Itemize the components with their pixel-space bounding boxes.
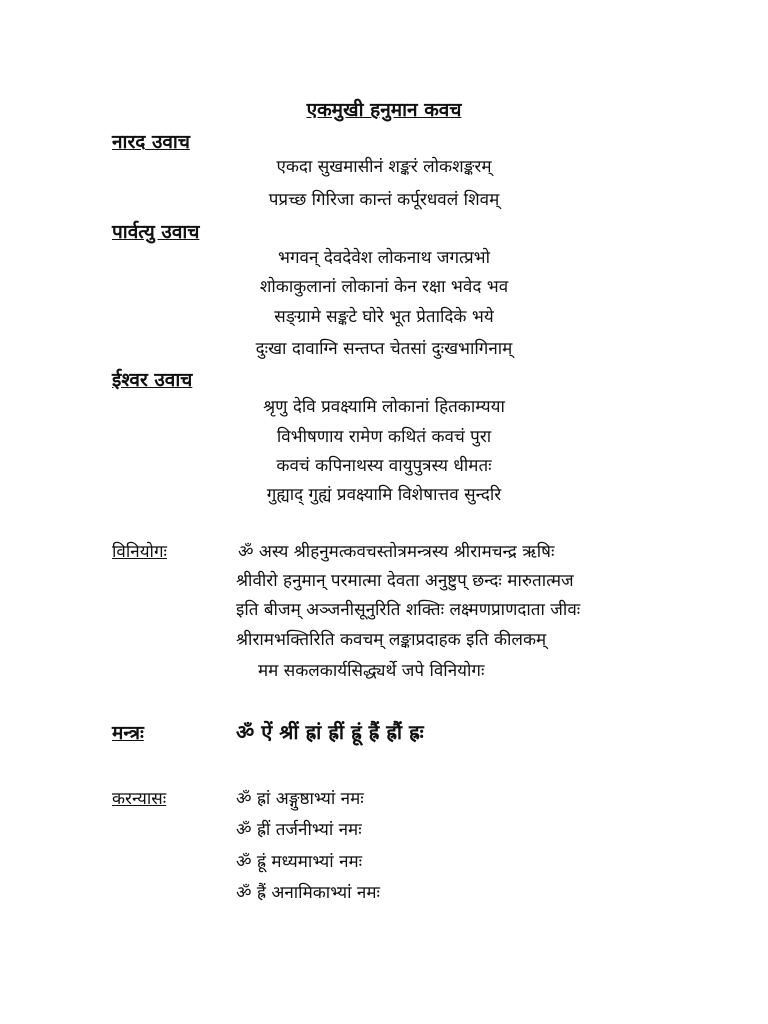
viniyoga-line: इति बीजम् अञ्जनीसूनुरिति शक्तिः लक्ष्मणप्राणदाता जीवः — [236, 600, 581, 620]
mantra-text: ॐ ऐं श्रीं ह्रां ह्रीं ह्रूं ह्रैं ह्रौं ह्रः — [236, 720, 424, 744]
speaker-parvati: पार्वत्यु उवाच — [112, 221, 200, 243]
speaker-narada: नारद उवाच — [112, 131, 190, 153]
viniyoga-line: श्रीरामभक्तिरिति कवचम् लङ्काप्रदाहक इति कीलकम् — [236, 630, 547, 650]
title-text: एकमुखी हनुमान कवच — [306, 99, 462, 121]
verse-line: भगवन् देवदेवेश लोकनाथ जगत्प्रभो — [278, 248, 490, 268]
verse-line: कवचं कपिनाथस्य वायुपुत्रस्य धीमतः — [276, 456, 492, 476]
label-viniyoga: विनियोगः — [112, 542, 167, 562]
verse-line: शोकाकुलानां लोकानां केन रक्षा भवेद भव — [259, 277, 509, 297]
page-title — [0, 96, 768, 122]
karanyasa-line: ॐ ह्रां अङ्गुष्ठाभ्यां नमः — [236, 789, 364, 809]
verse-line: गुह्याद् गुह्यं प्रवक्ष्यामि विशेषात्तव सुन्दरि — [266, 485, 502, 505]
verse-line: सङ्ग्रामे सङ्कटे घोरे भूत प्रेतादिके भये — [274, 307, 494, 327]
viniyoga-line: ॐ अस्य श्रीहनुमत्कवचस्तोत्रमन्त्रस्य श्रीरामचन्द्र ऋषिः — [238, 542, 555, 562]
verse-line: दुःखा दावाग्नि सन्तप्त चेतसां दुःखभागिनाम् — [255, 339, 513, 359]
karanyasa-line: ॐ ह्रीं तर्जनीभ्यां नमः — [236, 820, 362, 840]
label-karanyasa: करन्यासः — [112, 789, 167, 809]
viniyoga-line: मम सकलकार्यसिद्ध्यर्थे जपे विनियोगः — [258, 661, 485, 681]
verse-line: पप्रच्छ गिरिजा कान्तं कर्पूरधवलं शिवम् — [268, 190, 500, 210]
karanyasa-line: ॐ ह्रूं मध्यमाभ्यां नमः — [236, 852, 363, 872]
speaker-ishvara: ईश्वर उवाच — [112, 369, 193, 391]
karanyasa-line: ॐ ह्रैं अनामिकाभ्यां नमः — [236, 883, 380, 903]
verse-line: विभीषणाय रामेण कथितं कवचं पुरा — [276, 427, 492, 447]
verse-line: श्रृणु देवि प्रवक्ष्यामि लोकानां हितकाम्यया — [263, 397, 505, 417]
label-mantra: मन्त्रः — [112, 722, 144, 744]
verse-line: एकदा सुखमासीनं शङ्करं लोकशङ्करम् — [276, 157, 492, 177]
viniyoga-line: श्रीवीरो हनुमान् परमात्मा देवता अनुष्टुप् छन्दः मारुतात्मज — [236, 571, 574, 591]
